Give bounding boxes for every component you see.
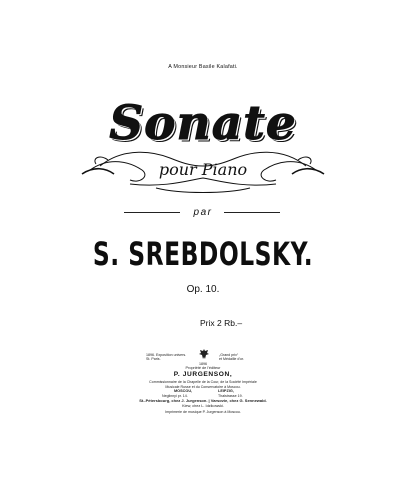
branches-line-2: Kiew, chez L. Idzikowski. bbox=[182, 404, 224, 408]
by-label: par bbox=[193, 207, 213, 218]
branches-line: St.-Pétersbourg, chez J. Jurgenson. | Varsovie, chez G. Sennewald. bbox=[139, 398, 267, 403]
printer-footer: Imprimerie de musique P. Jurgenson à Moscou. bbox=[165, 410, 241, 414]
subtitle: pour Piano bbox=[158, 160, 248, 179]
publisher-year: 1896 bbox=[199, 362, 207, 366]
publisher-name: P. JURGENSON, bbox=[173, 371, 233, 378]
title: Sonate bbox=[109, 96, 297, 151]
opus-number: Op. 10. bbox=[186, 284, 220, 295]
award-right-line: et Médaille d'or. bbox=[219, 357, 245, 362]
city-leipzig: LEIPZIG, bbox=[218, 389, 234, 393]
award-right bbox=[219, 353, 259, 362]
dedication: A Monsieur Basile Kalafati. bbox=[168, 64, 238, 70]
composer-name: S. SREBDOLSKY. bbox=[92, 236, 314, 274]
address-leipzig: Thalstrasse 19. bbox=[218, 394, 243, 398]
address-moscow: Neglinnyi pr. 14. bbox=[162, 394, 188, 398]
publisher-label: Propriété de l'éditeur bbox=[185, 366, 221, 370]
city-moscow: MOSCOU, bbox=[174, 389, 193, 393]
publisher-line: Commissionnaire de la Chapelle de la Cour, de la Société Impériale bbox=[149, 380, 257, 384]
title-block bbox=[70, 96, 336, 196]
price: Prix 2 Rb.– bbox=[200, 318, 243, 328]
publisher-line: Musicale Russe et du Conservatoire à Moscou. bbox=[165, 385, 241, 389]
award-right-line: „Grand prix“ bbox=[219, 353, 239, 357]
award-left bbox=[146, 353, 202, 362]
imperial-eagle-icon bbox=[199, 348, 209, 360]
award-left-line: St. Paris. bbox=[146, 357, 161, 362]
divider-right bbox=[224, 212, 280, 213]
award-left-line: 1896. Exposition univers. bbox=[146, 353, 187, 357]
